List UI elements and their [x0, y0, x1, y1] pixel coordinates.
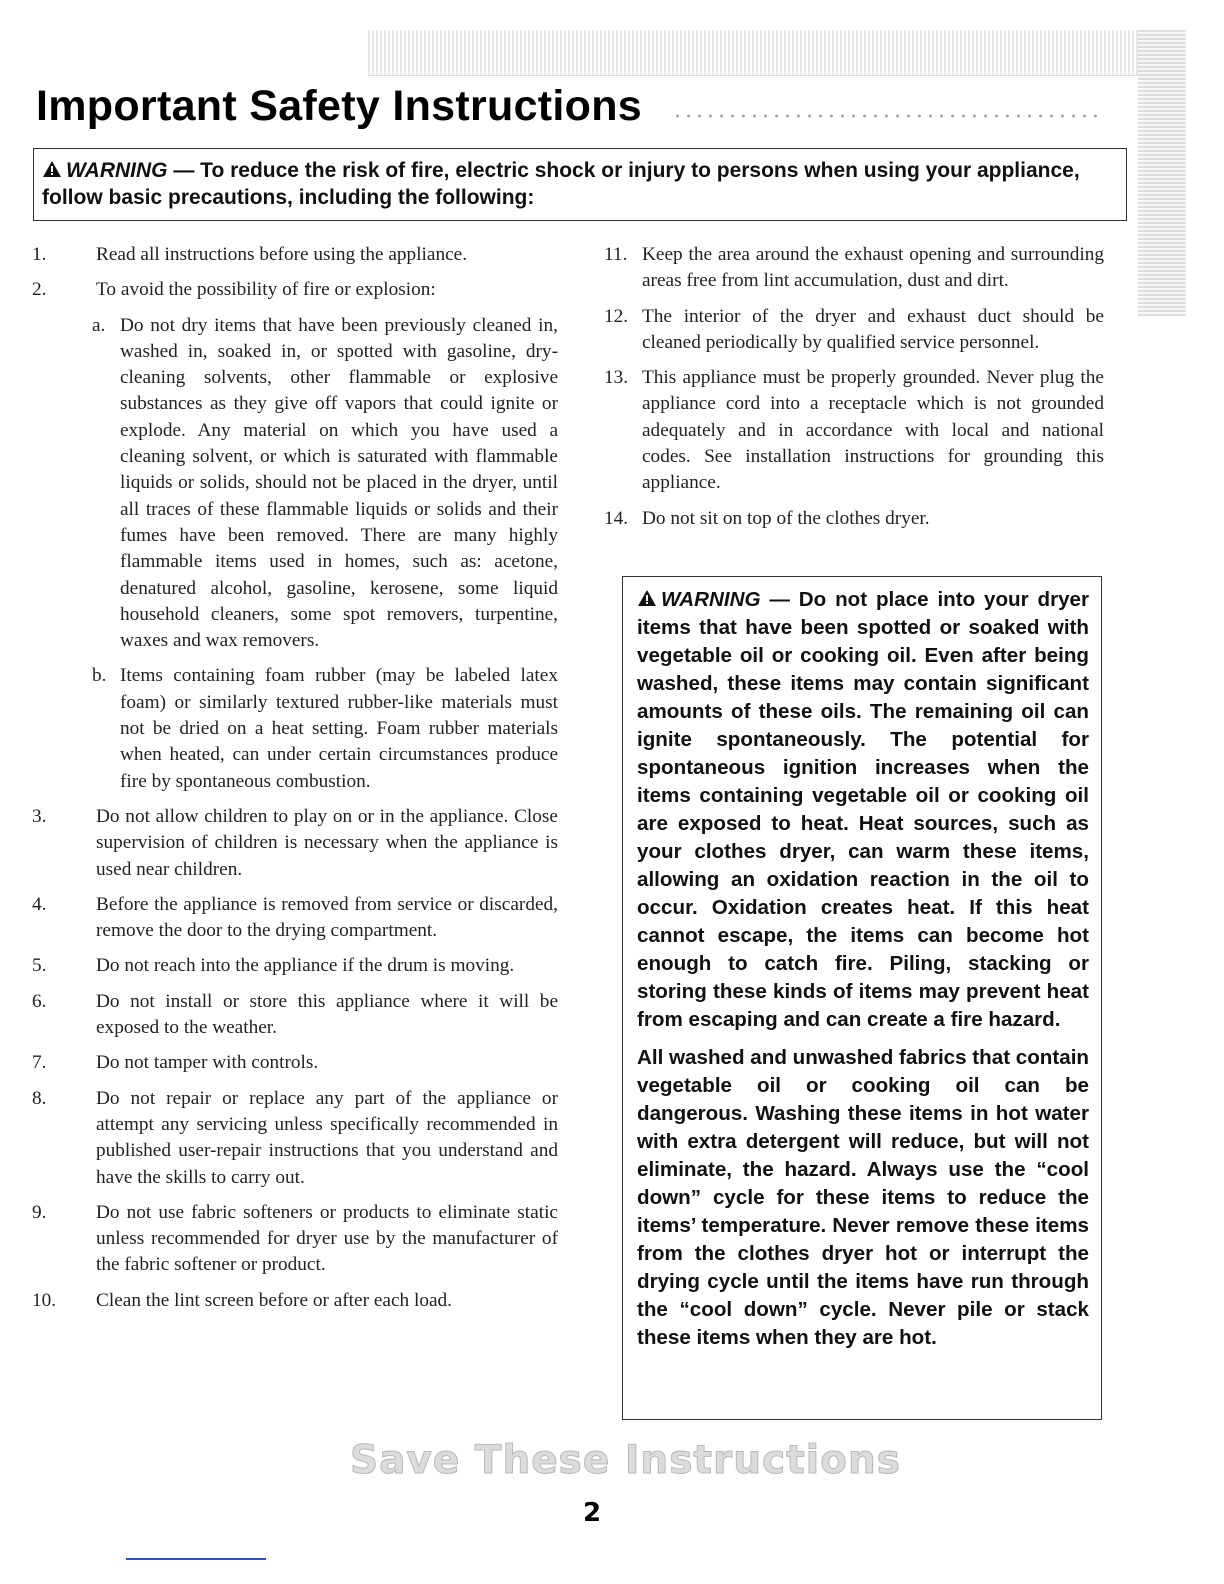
item-text: This appliance must be properly grounded. Never plug the appliance cord into a receptacle which is not grounded adequately and in accordance with local and national codes. See installation instructions for grounding this appliance. [642, 367, 1104, 494]
item-text: Clean the lint screen before or after each load. [96, 1289, 452, 1311]
item-number: 9. [32, 1201, 47, 1223]
item-number: 3. [32, 805, 47, 827]
instructions-right-column [604, 242, 1104, 541]
item-letter: b. [92, 665, 107, 687]
item-text: Before the appliance is removed from service or discarded, remove the door to the drying compartment. [96, 893, 558, 942]
item-number: 4. [32, 893, 47, 915]
item-number: 5. [32, 955, 47, 977]
list-item [604, 506, 1104, 532]
item-text: Do not allow children to play on or in the appliance. Close supervision of children is necessary when the appliance is used near children. [96, 805, 558, 880]
list-item [28, 1086, 558, 1191]
oil-warning-box [622, 576, 1102, 1420]
instructions-left-column [28, 242, 558, 1323]
list-item [28, 892, 558, 945]
item-number: 13. [604, 367, 629, 389]
list-item [28, 989, 558, 1042]
item-text: Do not use fabric softeners or products to eliminate static unless recommended for dryer use by the manufacturer of the fabric softener or product. [96, 1201, 558, 1276]
list-item [604, 365, 1104, 496]
list-item [28, 804, 558, 883]
item-number: 7. [32, 1052, 47, 1074]
item-text: The interior of the dryer and exhaust duct should be cleaned periodically by qualified service personnel. [642, 305, 1104, 353]
list-item [28, 953, 558, 979]
item-number: 12. [604, 305, 629, 327]
item-text: Do not install or store this appliance where it will be exposed to the weather. [96, 990, 558, 1039]
item-letter: a. [92, 314, 106, 336]
item-number: 14. [604, 507, 629, 529]
warning-text: — Do not place into your dryer items that have been spotted or soaked with vegetable oil or cooking oil. Even after being washed, these items may contain significant amounts of these oils. The remaining oil can ignite spontaneously. The potential for spontaneous ignition increases when the items containing vegetable oil or cooking oil are exposed to heat. Heat sources, such as your clothes dryer, can warm these items, allowing an oxidation reaction in the oil to occur. Oxidation creates heat. If this heat cannot escape, the items can become hot enough to catch fire. Piling, stacking or storing these kinds of items may prevent heat from escaping and can create a fire hazard. [637, 588, 1089, 1031]
item-text: Do not tamper with controls. [96, 1052, 319, 1074]
item-number: 10. [32, 1289, 57, 1311]
item-number: 6. [32, 990, 47, 1012]
list-item [28, 242, 558, 268]
sub-list-item [92, 313, 558, 655]
header-decorative-band [368, 30, 1186, 76]
warning-banner [33, 148, 1127, 221]
warning-triangle-icon [42, 160, 62, 178]
item-number: 2. [32, 279, 47, 301]
list-item [604, 304, 1104, 357]
list-item [28, 1200, 558, 1279]
item-text: To avoid the possibility of fire or explosion: [96, 279, 436, 301]
warning-label: WARNING [66, 159, 168, 182]
oil-warning-paragraph [637, 586, 1089, 1034]
item-text: Items containing foam rubber (may be labeled latex foam) or similarly textured rubber-like materials must not be dried on a heat setting. Foam rubber materials when heated, can under certain circumstances produce fire by spontaneous combustion. [120, 665, 558, 792]
page-title: Important Safety Instructions [36, 82, 642, 130]
item-text: Keep the area around the exhaust opening and surrounding areas free from lint accumulation, dust and dirt. [642, 244, 1104, 292]
warning-label: WARNING [661, 588, 761, 611]
item-text: Do not dry items that have been previously cleaned in, washed in, soaked in, or spotted with gasoline, dry-cleaning solvents, other flammable or explosive substances as they give off vapors that could ignite or explode. Any material on which you have used a cleaning solvent, or which is saturated with flammable liquids or solids, should not be placed in the dryer, until all traces of these flammable liquids or solids and their fumes have been removed. There are many highly flammable items used in homes, such as: acetone, denatured alcohol, gasoline, kerosene, some liquid household cleaners, some spot removers, turpentine, waxes and wax removers. [120, 314, 558, 652]
item-text: Do not sit on top of the clothes dryer. [642, 507, 930, 529]
item-number: 11. [604, 244, 628, 265]
oil-warning-paragraph: All washed and unwashed fabrics that contain vegetable oil or cooking oil can be dangerous. Washing these items in hot water with extra detergent will reduce, but will not eliminate, the hazard. Always use the “cool down” cycle for these items to reduce the items’ temperature. Never remove these items from the clothes dryer hot or interrupt the drying cycle until the items have run through the “cool down” cycle. Never pile or stack these items when they are hot. [637, 1046, 1089, 1349]
item-text: Do not reach into the appliance if the drum is moving. [96, 955, 515, 977]
item-number: 8. [32, 1087, 47, 1109]
item-number: 1. [32, 244, 47, 265]
list-item [28, 1288, 558, 1314]
item-text: Do not repair or replace any part of the appliance or attempt any servicing unless specifically recommended in published user-repair instructions that you understand and have the skills to carry out. [96, 1087, 558, 1188]
list-item [28, 1050, 558, 1076]
warning-text: — To reduce the risk of fire, electric shock or injury to persons when using your appliance, follow basic precautions, including the following: [42, 159, 1080, 209]
sub-list-item [92, 663, 558, 794]
title-dot-leader [672, 113, 1104, 119]
warning-triangle-icon [637, 589, 657, 607]
page-number: 2 [582, 1498, 602, 1528]
footer-title: Save These Instructions [350, 1438, 901, 1483]
footer-rule [126, 1558, 266, 1560]
item-text: Read all instructions before using the appliance. [96, 244, 468, 265]
list-item [28, 277, 558, 303]
list-item [604, 242, 1104, 295]
side-decorative-band [1138, 30, 1186, 316]
